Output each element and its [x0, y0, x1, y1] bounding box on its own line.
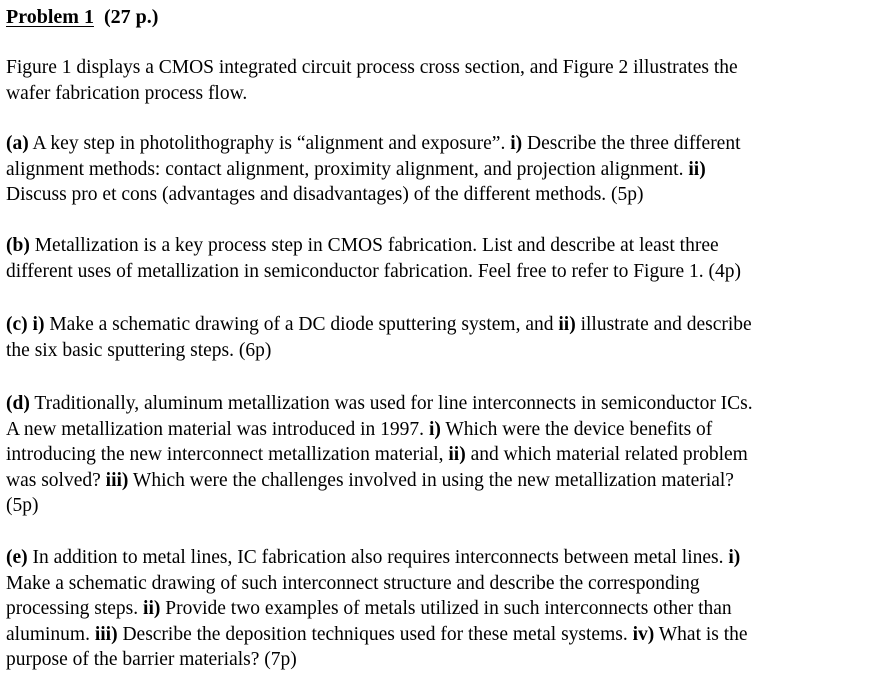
- part-e-paragraph: [6, 545, 748, 673]
- problem-title: [6, 5, 872, 29]
- part-d-text-2: A new metallization material was introduced in 1997.: [6, 418, 429, 440]
- part-b-line-1: [6, 233, 741, 259]
- part-c-text-1: Make a schematic drawing of a DC diode sputtering system, and: [44, 314, 559, 335]
- part-e-marker-i: i): [728, 547, 741, 568]
- intro-paragraph: [6, 55, 738, 106]
- part-d-line-5: (5p): [6, 495, 39, 517]
- part-d-text-3: Which were the device benefits of: [440, 418, 713, 440]
- part-a-text-2: Describe the three different: [522, 133, 741, 154]
- part-e-line-5: purpose of the barrier materials? (7p): [6, 649, 297, 671]
- part-a-line-2: [6, 157, 741, 183]
- part-e-text-3: Provide two examples of metals utilized in such interconnects other than: [160, 598, 732, 620]
- part-d-marker-i: i): [428, 418, 441, 440]
- part-d-line-2: [6, 417, 753, 443]
- part-d-paragraph: [6, 391, 753, 519]
- part-d-label: (d): [6, 393, 30, 414]
- part-d-marker-ii: ii): [448, 444, 466, 466]
- document-page: [6, 0, 872, 671]
- part-d-text-1: Traditionally, aluminum metallization was used for line interconnects in semiconductor ICs.: [29, 393, 753, 414]
- problem-title-label: Problem 1: [6, 6, 94, 28]
- part-e-text-1: In addition to metal lines, IC fabrication also requires interconnects between metal lines.: [27, 547, 729, 568]
- part-d-text-5: and which material related problem: [465, 444, 748, 466]
- part-b-paragraph: [6, 233, 741, 284]
- intro-line-2: wafer fabrication process flow.: [6, 82, 248, 104]
- problem-points: (27 p.): [103, 6, 159, 28]
- part-e-line-1: [6, 545, 748, 571]
- part-a-line-1: [6, 131, 741, 157]
- part-a-line-3: Discuss pro et cons (advantages and disadvantages) of the different methods. (5p): [6, 184, 644, 206]
- part-c-line-1: [6, 312, 752, 338]
- part-c-marker-i: i): [27, 314, 45, 335]
- intro-line-1: Figure 1 displays a CMOS integrated circuit process cross section, and Figure 2 illustrates the: [6, 57, 738, 78]
- part-c-marker-ii: ii): [558, 314, 576, 335]
- part-d-line-1: [6, 391, 753, 417]
- part-d-line-4: [6, 468, 753, 494]
- part-b-text-1: Metallization is a key process step in CMOS fabrication. List and describe at least three: [29, 235, 719, 256]
- part-e-marker-iv: iv): [632, 623, 655, 645]
- part-c-label: (c): [6, 314, 28, 335]
- part-b-label: (b): [6, 235, 30, 256]
- part-a-text-1: A key step in photolithography is “alignment and exposure”.: [28, 133, 511, 154]
- part-a-marker-ii: ii): [688, 158, 706, 180]
- part-e-text-4: aluminum.: [6, 623, 95, 645]
- part-a-paragraph: [6, 131, 741, 208]
- part-a-label: (a): [6, 133, 29, 154]
- part-d-text-7: Which were the challenges involved in using the new metallization material?: [128, 469, 734, 491]
- part-a-text-3: alignment methods: contact alignment, proximity alignment, and projection alignment.: [6, 158, 689, 180]
- part-c-text-2: illustrate and describe: [575, 314, 752, 335]
- part-e-line-3: [6, 596, 748, 622]
- part-d-text-4: introducing the new interconnect metallization material,: [6, 444, 449, 466]
- part-c-line-2: the six basic sputtering steps. (6p): [6, 339, 272, 361]
- part-d-marker-iii: iii): [105, 469, 129, 491]
- part-e-line-2: Make a schematic drawing of such interconnect structure and describe the corresponding: [6, 572, 700, 594]
- part-e-line-4: [6, 622, 748, 648]
- part-b-line-2: different uses of metallization in semiconductor fabrication. Feel free to refer to Figure 1. (4p): [6, 260, 741, 282]
- part-e-label: (e): [6, 547, 28, 568]
- part-c-paragraph: [6, 312, 752, 363]
- part-e-text-2: processing steps.: [6, 598, 144, 620]
- part-e-marker-iii: iii): [94, 623, 118, 645]
- part-d-text-6: was solved?: [6, 469, 106, 491]
- part-e-marker-ii: ii): [143, 598, 161, 620]
- part-e-text-5: Describe the deposition techniques used for these metal systems.: [117, 623, 633, 645]
- part-e-text-6: What is the: [654, 623, 748, 645]
- part-a-marker-i: i): [510, 133, 523, 154]
- part-d-line-3: [6, 442, 753, 468]
